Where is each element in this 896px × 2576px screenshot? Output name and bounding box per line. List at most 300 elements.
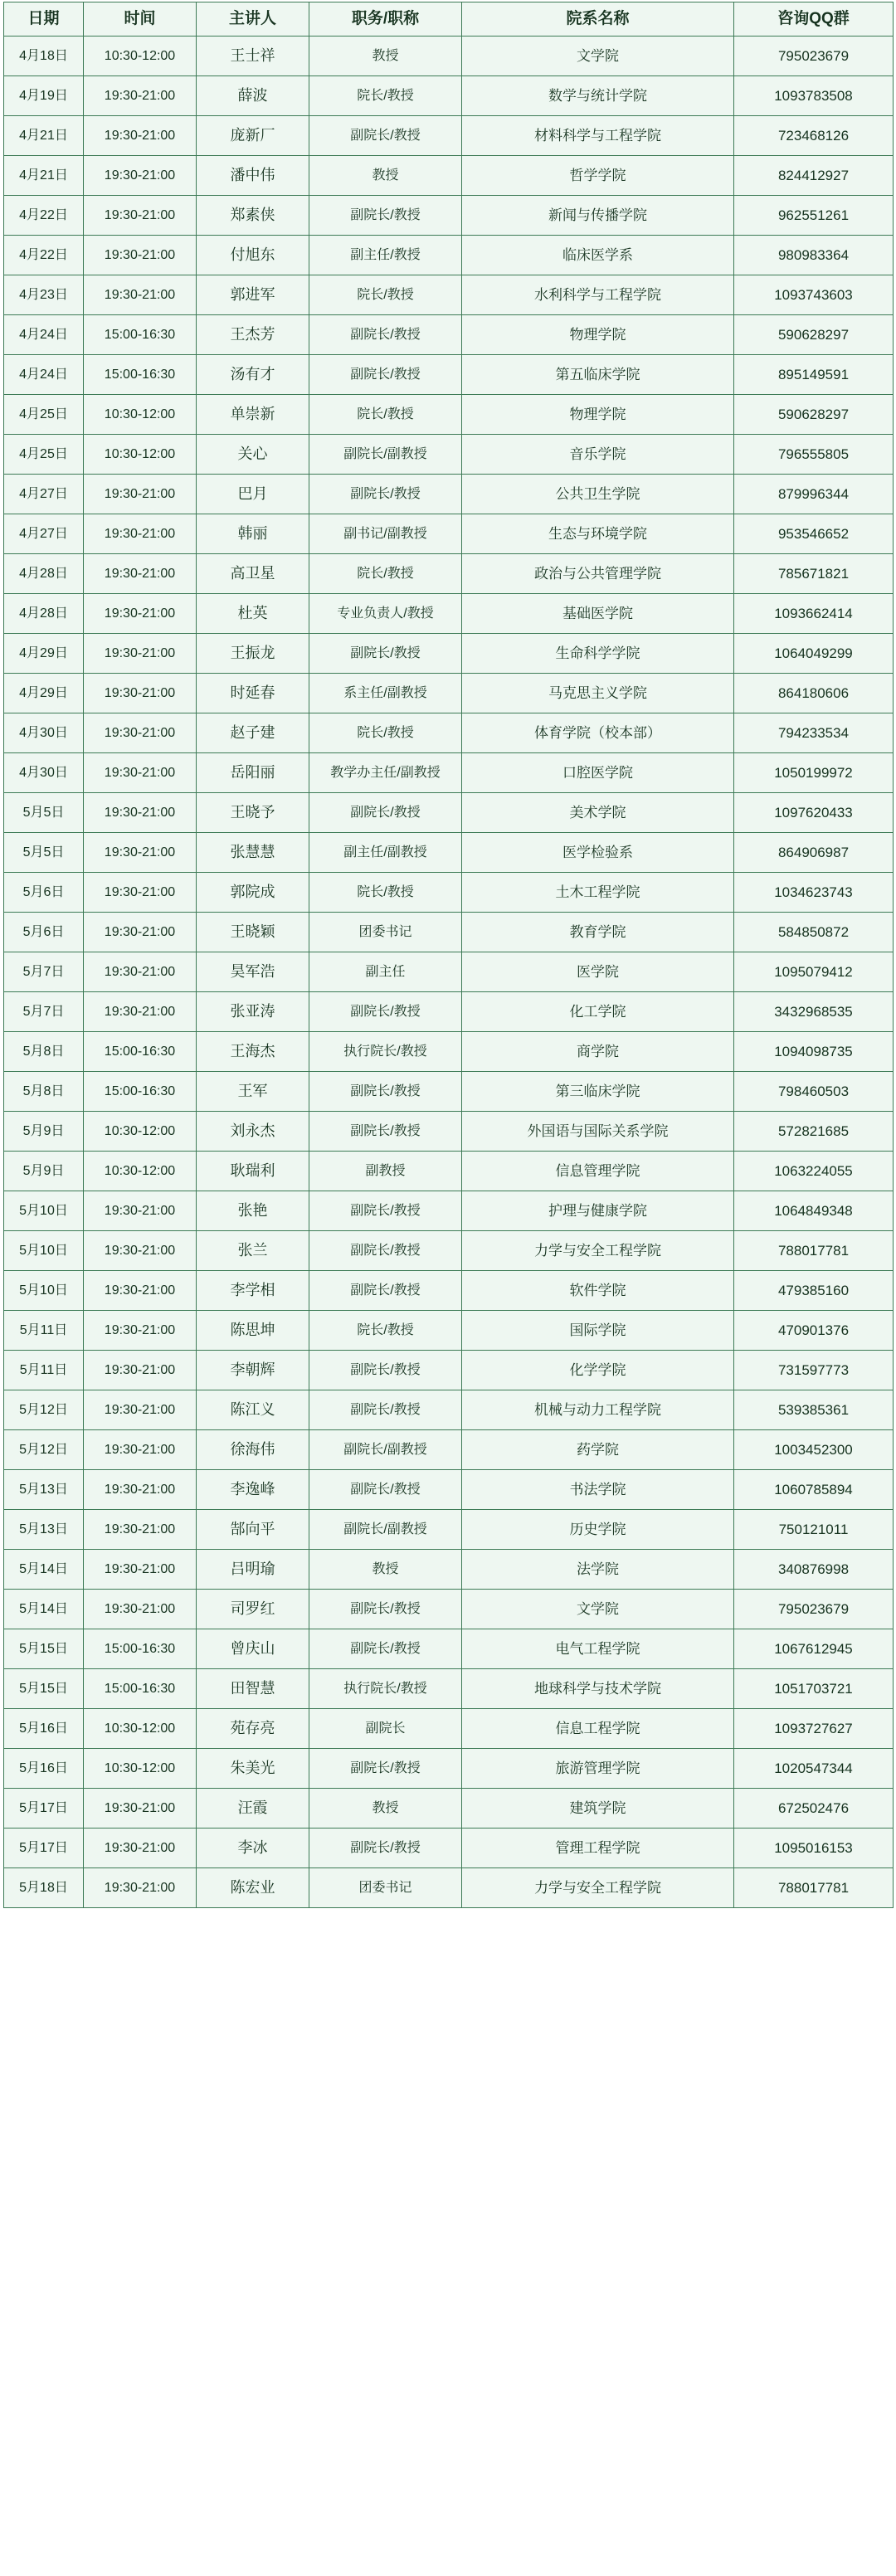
cell-department: 新闻与传播学院 [462,196,734,236]
cell-time: 10:30-12:00 [84,435,197,475]
cell-department: 医学院 [462,952,734,992]
cell-date: 5月18日 [4,1868,84,1908]
column-header-qq-group: 咨询QQ群 [734,2,894,37]
cell-qq-group: 788017781 [734,1868,894,1908]
cell-date: 4月28日 [4,594,84,634]
cell-speaker: 王杰芳 [197,315,309,355]
cell-speaker: 曾庆山 [197,1629,309,1669]
cell-department: 美术学院 [462,793,734,833]
cell-speaker: 杜英 [197,594,309,634]
cell-time: 19:30-21:00 [84,992,197,1032]
cell-date: 5月15日 [4,1629,84,1669]
cell-qq-group: 3432968535 [734,992,894,1032]
cell-date: 4月24日 [4,315,84,355]
table-row [4,833,894,873]
cell-date: 5月6日 [4,873,84,913]
cell-date: 4月27日 [4,475,84,514]
cell-title: 教授 [309,156,462,196]
cell-time: 15:00-16:30 [84,1629,197,1669]
cell-department: 生态与环境学院 [462,514,734,554]
cell-title: 副主任/副教授 [309,833,462,873]
table-row [4,435,894,475]
table-row [4,713,894,753]
cell-date: 5月6日 [4,913,84,952]
cell-speaker: 王海杰 [197,1032,309,1072]
cell-qq-group: 539385361 [734,1390,894,1430]
cell-qq-group: 1064049299 [734,634,894,674]
cell-qq-group: 796555805 [734,435,894,475]
cell-department: 力学与安全工程学院 [462,1231,734,1271]
cell-time: 19:30-21:00 [84,236,197,275]
cell-time: 15:00-16:30 [84,1032,197,1072]
cell-speaker: 司罗红 [197,1590,309,1629]
cell-date: 4月22日 [4,236,84,275]
cell-time: 19:30-21:00 [84,1231,197,1271]
cell-date: 4月24日 [4,355,84,395]
cell-time: 19:30-21:00 [84,833,197,873]
cell-title: 教学办主任/副教授 [309,753,462,793]
cell-speaker: 庞新厂 [197,116,309,156]
cell-date: 4月22日 [4,196,84,236]
cell-time: 15:00-16:30 [84,1072,197,1112]
cell-department: 哲学学院 [462,156,734,196]
cell-title: 团委书记 [309,913,462,952]
cell-speaker: 张兰 [197,1231,309,1271]
cell-date: 5月9日 [4,1152,84,1191]
column-header-department: 院系名称 [462,2,734,37]
cell-qq-group: 590628297 [734,315,894,355]
cell-qq-group: 1097620433 [734,793,894,833]
cell-department: 管理工程学院 [462,1829,734,1868]
cell-time: 19:30-21:00 [84,1829,197,1868]
table-row [4,1390,894,1430]
cell-department: 地球科学与技术学院 [462,1669,734,1709]
cell-qq-group: 479385160 [734,1271,894,1311]
table-row [4,37,894,76]
cell-department: 口腔医学院 [462,753,734,793]
cell-time: 15:00-16:30 [84,315,197,355]
table-row [4,395,894,435]
cell-qq-group: 590628297 [734,395,894,435]
cell-time: 19:30-21:00 [84,1470,197,1510]
cell-department: 法学院 [462,1550,734,1590]
cell-department: 商学院 [462,1032,734,1072]
cell-time: 19:30-21:00 [84,514,197,554]
table-row [4,634,894,674]
cell-speaker: 巴月 [197,475,309,514]
cell-qq-group: 1064849348 [734,1191,894,1231]
cell-time: 19:30-21:00 [84,275,197,315]
cell-qq-group: 731597773 [734,1351,894,1390]
cell-time: 19:30-21:00 [84,1351,197,1390]
cell-date: 5月10日 [4,1271,84,1311]
cell-department: 电气工程学院 [462,1629,734,1669]
cell-speaker: 张艳 [197,1191,309,1231]
cell-title: 副主任/教授 [309,236,462,275]
cell-time: 19:30-21:00 [84,793,197,833]
cell-date: 4月18日 [4,37,84,76]
cell-speaker: 昊军浩 [197,952,309,992]
table-row [4,753,894,793]
cell-department: 文学院 [462,1590,734,1629]
cell-date: 5月9日 [4,1112,84,1152]
column-header-title: 职务/职称 [309,2,462,37]
cell-department: 体育学院（校本部） [462,713,734,753]
cell-department: 旅游管理学院 [462,1749,734,1789]
table-row [4,1152,894,1191]
cell-speaker: 韩丽 [197,514,309,554]
cell-title: 副院长/教授 [309,1749,462,1789]
cell-department: 建筑学院 [462,1789,734,1829]
cell-department: 力学与安全工程学院 [462,1868,734,1908]
cell-department: 化学学院 [462,1351,734,1390]
cell-time: 10:30-12:00 [84,1749,197,1789]
cell-department: 国际学院 [462,1311,734,1351]
cell-speaker: 关心 [197,435,309,475]
cell-department: 数学与统计学院 [462,76,734,116]
cell-time: 19:30-21:00 [84,1510,197,1550]
cell-time: 19:30-21:00 [84,1868,197,1908]
cell-qq-group: 1060785894 [734,1470,894,1510]
cell-date: 4月21日 [4,156,84,196]
table-row [4,156,894,196]
table-row [4,1749,894,1789]
cell-speaker: 李朝辉 [197,1351,309,1390]
table-row [4,236,894,275]
cell-title: 执行院长/教授 [309,1669,462,1709]
table-header [4,2,894,37]
cell-speaker: 王晓颖 [197,913,309,952]
cell-department: 教育学院 [462,913,734,952]
cell-date: 4月19日 [4,76,84,116]
cell-time: 15:00-16:30 [84,355,197,395]
cell-title: 专业负责人/教授 [309,594,462,634]
cell-qq-group: 1020547344 [734,1749,894,1789]
table-row [4,913,894,952]
cell-date: 4月25日 [4,435,84,475]
cell-title: 副院长/教授 [309,475,462,514]
cell-title: 副书记/副教授 [309,514,462,554]
cell-department: 信息管理学院 [462,1152,734,1191]
cell-qq-group: 795023679 [734,1590,894,1629]
cell-time: 19:30-21:00 [84,1550,197,1590]
cell-title: 副院长/副教授 [309,1510,462,1550]
table-row [4,1550,894,1590]
cell-time: 19:30-21:00 [84,475,197,514]
cell-qq-group: 1093743603 [734,275,894,315]
cell-date: 4月29日 [4,674,84,713]
cell-date: 5月15日 [4,1669,84,1709]
cell-qq-group: 1063224055 [734,1152,894,1191]
cell-title: 院长/教授 [309,554,462,594]
cell-time: 19:30-21:00 [84,594,197,634]
cell-date: 5月13日 [4,1510,84,1550]
cell-title: 院长/教授 [309,1311,462,1351]
cell-speaker: 汤有才 [197,355,309,395]
cell-department: 物理学院 [462,395,734,435]
cell-qq-group: 470901376 [734,1311,894,1351]
cell-time: 19:30-21:00 [84,913,197,952]
cell-title: 副院长/教授 [309,196,462,236]
cell-title: 系主任/副教授 [309,674,462,713]
cell-title: 副院长/副教授 [309,1430,462,1470]
table-row [4,196,894,236]
cell-date: 5月8日 [4,1032,84,1072]
cell-date: 5月14日 [4,1590,84,1629]
cell-time: 19:30-21:00 [84,952,197,992]
cell-qq-group: 864906987 [734,833,894,873]
cell-title: 副院长/教授 [309,116,462,156]
table-row [4,1590,894,1629]
cell-title: 执行院长/教授 [309,1032,462,1072]
cell-time: 19:30-21:00 [84,873,197,913]
cell-qq-group: 672502476 [734,1789,894,1829]
cell-date: 5月14日 [4,1550,84,1590]
cell-time: 10:30-12:00 [84,395,197,435]
cell-qq-group: 723468126 [734,116,894,156]
cell-department: 物理学院 [462,315,734,355]
cell-speaker: 田智慧 [197,1669,309,1709]
cell-speaker: 耿瑞利 [197,1152,309,1191]
cell-speaker: 徐海伟 [197,1430,309,1470]
cell-department: 书法学院 [462,1470,734,1510]
cell-time: 19:30-21:00 [84,1271,197,1311]
cell-title: 院长/教授 [309,873,462,913]
cell-speaker: 李冰 [197,1829,309,1868]
cell-title: 副院长/教授 [309,355,462,395]
cell-date: 4月27日 [4,514,84,554]
table-row [4,873,894,913]
cell-title: 副院长/教授 [309,634,462,674]
cell-qq-group: 798460503 [734,1072,894,1112]
cell-speaker: 吕明瑜 [197,1550,309,1590]
table-row [4,1430,894,1470]
cell-department: 医学检验系 [462,833,734,873]
cell-title: 院长/教授 [309,275,462,315]
cell-date: 4月21日 [4,116,84,156]
table-row [4,594,894,634]
cell-department: 第三临床学院 [462,1072,734,1112]
cell-time: 19:30-21:00 [84,196,197,236]
cell-qq-group: 895149591 [734,355,894,395]
cell-date: 4月28日 [4,554,84,594]
table-row [4,1231,894,1271]
cell-title: 副院长/教授 [309,793,462,833]
cell-time: 10:30-12:00 [84,1112,197,1152]
cell-department: 土木工程学院 [462,873,734,913]
cell-speaker: 潘中伟 [197,156,309,196]
table-row [4,1351,894,1390]
table-row [4,1271,894,1311]
cell-department: 历史学院 [462,1510,734,1550]
cell-department: 音乐学院 [462,435,734,475]
cell-qq-group: 584850872 [734,913,894,952]
cell-qq-group: 1093783508 [734,76,894,116]
table-row [4,1829,894,1868]
cell-speaker: 张亚涛 [197,992,309,1032]
cell-speaker: 薛波 [197,76,309,116]
table-row [4,1629,894,1669]
column-header-time: 时间 [84,2,197,37]
cell-speaker: 付旭东 [197,236,309,275]
cell-speaker: 苑存亮 [197,1709,309,1749]
cell-qq-group: 750121011 [734,1510,894,1550]
cell-department: 公共卫生学院 [462,475,734,514]
table-row [4,1191,894,1231]
table-row [4,554,894,594]
cell-date: 4月23日 [4,275,84,315]
cell-time: 15:00-16:30 [84,1669,197,1709]
cell-speaker: 郭院成 [197,873,309,913]
cell-speaker: 高卫星 [197,554,309,594]
cell-time: 19:30-21:00 [84,1590,197,1629]
cell-time: 19:30-21:00 [84,713,197,753]
cell-qq-group: 879996344 [734,475,894,514]
cell-qq-group: 794233534 [734,713,894,753]
cell-speaker: 朱美光 [197,1749,309,1789]
cell-qq-group: 1093727627 [734,1709,894,1749]
cell-qq-group: 962551261 [734,196,894,236]
cell-title: 副院长/教授 [309,1231,462,1271]
cell-department: 外国语与国际关系学院 [462,1112,734,1152]
table-row [4,76,894,116]
cell-qq-group: 864180606 [734,674,894,713]
table-row [4,514,894,554]
cell-qq-group: 795023679 [734,37,894,76]
cell-time: 19:30-21:00 [84,1430,197,1470]
cell-title: 副院长/教授 [309,1191,462,1231]
cell-title: 副院长/副教授 [309,435,462,475]
cell-department: 基础医学院 [462,594,734,634]
table-row [4,1669,894,1709]
cell-time: 19:30-21:00 [84,634,197,674]
cell-date: 4月29日 [4,634,84,674]
cell-date: 5月10日 [4,1191,84,1231]
cell-speaker: 王晓予 [197,793,309,833]
cell-date: 5月7日 [4,992,84,1032]
cell-speaker: 陈思坤 [197,1311,309,1351]
table-row [4,674,894,713]
cell-title: 副院长/教授 [309,1629,462,1669]
cell-date: 5月5日 [4,833,84,873]
cell-speaker: 单崇新 [197,395,309,435]
cell-department: 文学院 [462,37,734,76]
table-row [4,315,894,355]
table-row [4,1510,894,1550]
cell-department: 护理与健康学院 [462,1191,734,1231]
table-row [4,1112,894,1152]
table-row [4,793,894,833]
cell-department: 第五临床学院 [462,355,734,395]
table-header-row [4,2,894,37]
cell-date: 5月17日 [4,1789,84,1829]
cell-date: 5月7日 [4,952,84,992]
cell-date: 5月16日 [4,1749,84,1789]
table-row [4,1072,894,1112]
cell-speaker: 张慧慧 [197,833,309,873]
cell-date: 4月25日 [4,395,84,435]
cell-department: 政治与公共管理学院 [462,554,734,594]
cell-date: 4月30日 [4,753,84,793]
cell-date: 5月10日 [4,1231,84,1271]
cell-speaker: 郑素侠 [197,196,309,236]
cell-qq-group: 1050199972 [734,753,894,793]
cell-title: 副院长/教授 [309,992,462,1032]
cell-time: 10:30-12:00 [84,1709,197,1749]
cell-title: 副院长/教授 [309,1590,462,1629]
cell-speaker: 李学相 [197,1271,309,1311]
table-row [4,475,894,514]
cell-title: 院长/教授 [309,76,462,116]
table-row [4,1311,894,1351]
table-row [4,1470,894,1510]
cell-qq-group: 785671821 [734,554,894,594]
cell-title: 教授 [309,1550,462,1590]
cell-qq-group: 1094098735 [734,1032,894,1072]
table-row [4,1032,894,1072]
cell-time: 19:30-21:00 [84,674,197,713]
cell-time: 19:30-21:00 [84,156,197,196]
cell-qq-group: 953546652 [734,514,894,554]
cell-time: 19:30-21:00 [84,753,197,793]
cell-qq-group: 1095016153 [734,1829,894,1868]
cell-title: 副院长/教授 [309,315,462,355]
table-row [4,992,894,1032]
cell-time: 10:30-12:00 [84,1152,197,1191]
cell-title: 院长/教授 [309,713,462,753]
cell-time: 19:30-21:00 [84,1191,197,1231]
cell-department: 信息工程学院 [462,1709,734,1749]
table-row [4,1868,894,1908]
cell-time: 19:30-21:00 [84,116,197,156]
cell-title: 副院长/教授 [309,1112,462,1152]
cell-speaker: 王军 [197,1072,309,1112]
cell-qq-group: 340876998 [734,1550,894,1590]
cell-speaker: 时延春 [197,674,309,713]
cell-time: 19:30-21:00 [84,554,197,594]
table-row [4,952,894,992]
cell-date: 5月12日 [4,1390,84,1430]
cell-speaker: 汪霞 [197,1789,309,1829]
cell-speaker: 郜向平 [197,1510,309,1550]
cell-speaker: 陈宏业 [197,1868,309,1908]
cell-department: 水利科学与工程学院 [462,275,734,315]
cell-speaker: 李逸峰 [197,1470,309,1510]
cell-title: 副院长/教授 [309,1829,462,1868]
cell-speaker: 赵子建 [197,713,309,753]
cell-title: 副院长 [309,1709,462,1749]
cell-time: 19:30-21:00 [84,1311,197,1351]
table-row [4,1709,894,1749]
cell-title: 副院长/教授 [309,1470,462,1510]
cell-speaker: 刘永杰 [197,1112,309,1152]
cell-time: 10:30-12:00 [84,37,197,76]
table-row [4,275,894,315]
cell-qq-group: 1051703721 [734,1669,894,1709]
cell-qq-group: 572821685 [734,1112,894,1152]
cell-date: 5月16日 [4,1709,84,1749]
cell-time: 19:30-21:00 [84,1789,197,1829]
cell-title: 副主任 [309,952,462,992]
column-header-date: 日期 [4,2,84,37]
cell-department: 材料科学与工程学院 [462,116,734,156]
cell-date: 5月17日 [4,1829,84,1868]
cell-date: 4月30日 [4,713,84,753]
cell-department: 化工学院 [462,992,734,1032]
cell-department: 软件学院 [462,1271,734,1311]
cell-title: 副教授 [309,1152,462,1191]
cell-qq-group: 980983364 [734,236,894,275]
